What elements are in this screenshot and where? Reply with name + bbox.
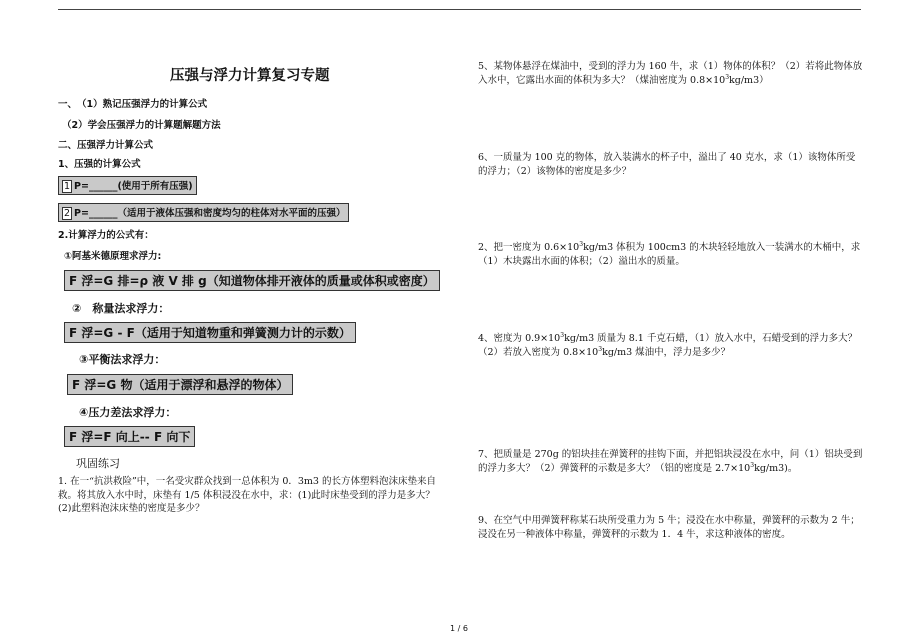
question-5 xyxy=(478,60,863,87)
question-4-text: 4、密度为 0.9×10 xyxy=(478,333,561,344)
pressure-formula-1 xyxy=(58,176,197,195)
exponent: 3 xyxy=(560,331,565,339)
formula-number: 1 xyxy=(64,181,71,192)
question-9: 9、在空气中用弹簧秤称某石块所受重力为 5 牛；浸没在水中称量，弹簧秤的示数为 2 牛；浸没在另一种液体中称量，弹簧秤的示数为 1．4 牛，求这种液体的密度。 xyxy=(478,515,860,540)
question-2-rest: kg/m3 体积为 100cm3 的木块轻轻地放入一装满水的木桶中，求（1）木块露出水面的体积；（2）溢出水的质量。 xyxy=(478,242,861,267)
practice-heading: 巩固练习 xyxy=(76,457,120,470)
pressure-formula-2 xyxy=(58,203,349,222)
question-4-middle: kg/m3 质量为 8.1 千克石蜡，（1）放入水中，石蜡受到的浮力多大？（2）若放入密度为 0.8×10 xyxy=(478,333,858,358)
method-archimedes: ①阿基米德原理求浮力: xyxy=(64,251,162,262)
section-goals: 一、 （1）熟记压强浮力的计算公式 xyxy=(58,99,208,110)
pressure-heading: 1、压强的计算公式 xyxy=(58,159,141,170)
method-weighing: ② 称量法求浮力： xyxy=(72,302,170,315)
formula-text: P=______(使用于所有压强) xyxy=(74,181,193,192)
question-7-text: 7、把质量是 270g 的铝块挂在弹簧秤的挂钩下面，并把铝块浸没在水中，问（1）铝块受到的浮力多大？（2）弹簧秤的示数是多大？（铝的密度是 2.7×10 xyxy=(478,449,863,474)
question-6: 6、一质量为 100 克的物体，放入装满水的杯子中，溢出了 40 克水，求（1）该物体所受的浮力；（2）该物体的密度是多少？ xyxy=(478,152,856,177)
formula-archimedes: F 浮=G 排=ρ 液 V 排 g（知道物体排开液体的质量或体积或密度） xyxy=(64,270,440,291)
question-7 xyxy=(478,448,863,475)
question-4-rest: kg/m3 煤油中，浮力是多少？ xyxy=(602,346,731,358)
method-pressure-difference: ④压力差法求浮力： xyxy=(79,406,177,419)
question-5-unit: kg/m3） xyxy=(729,74,769,86)
section-goals-2: （2）学会压强浮力的计算题解题方法 xyxy=(62,120,221,131)
header-rule xyxy=(58,9,861,10)
question-2 xyxy=(478,241,863,268)
buoyancy-heading: 2.计算浮力的公式有： xyxy=(58,230,154,241)
formula-number: 2 xyxy=(64,208,71,219)
section-formulas: 二、压强浮力计算公式 xyxy=(58,140,154,151)
question-2-text: 2、把一密度为 0.6×10 xyxy=(478,242,580,253)
question-4 xyxy=(478,332,863,359)
exponent: 3 xyxy=(725,73,730,81)
exponent: 3 xyxy=(579,240,584,248)
question-1: 1. 在一“抗洪救险”中，一名受灾群众找到一总体积为 0．3m3 的长方体塑料泡沫床垫来自救。将其放入水中时，床垫有 1/5 体积浸没在水中，求：(1)此时床垫受到的浮力是多大？ (2)此塑料泡沫床垫的密度是多少？ xyxy=(58,476,436,514)
page-title: 压强与浮力计算复习专题 xyxy=(170,68,330,84)
question-7-unit: kg/m3)。 xyxy=(754,462,798,474)
formula-balance: F 浮=G 物（适用于漂浮和悬浮的物体） xyxy=(67,374,293,395)
formula-weighing: F 浮=G - F（适用于知道物重和弹簧测力计的示数） xyxy=(64,322,356,343)
method-balance: ③平衡法求浮力： xyxy=(79,353,166,366)
exponent: 3 xyxy=(598,345,603,353)
question-5-text: 5、某物体悬浮在煤油中，受到的浮力为 160 牛，求（1）物体的体积？（2）若将此物体放入水中，它露出水面的体积为多大？（煤油密度为 0.8×10 xyxy=(478,61,863,86)
exponent: 3 xyxy=(750,461,755,469)
formula-text: P=______（适用于液体压强和密度均匀的柱体对水平面的压强） xyxy=(74,208,346,219)
formula-pressure-difference: F 浮=F 向上-- F 向下 xyxy=(64,426,195,447)
page-number: 1 / 6 xyxy=(450,624,468,633)
